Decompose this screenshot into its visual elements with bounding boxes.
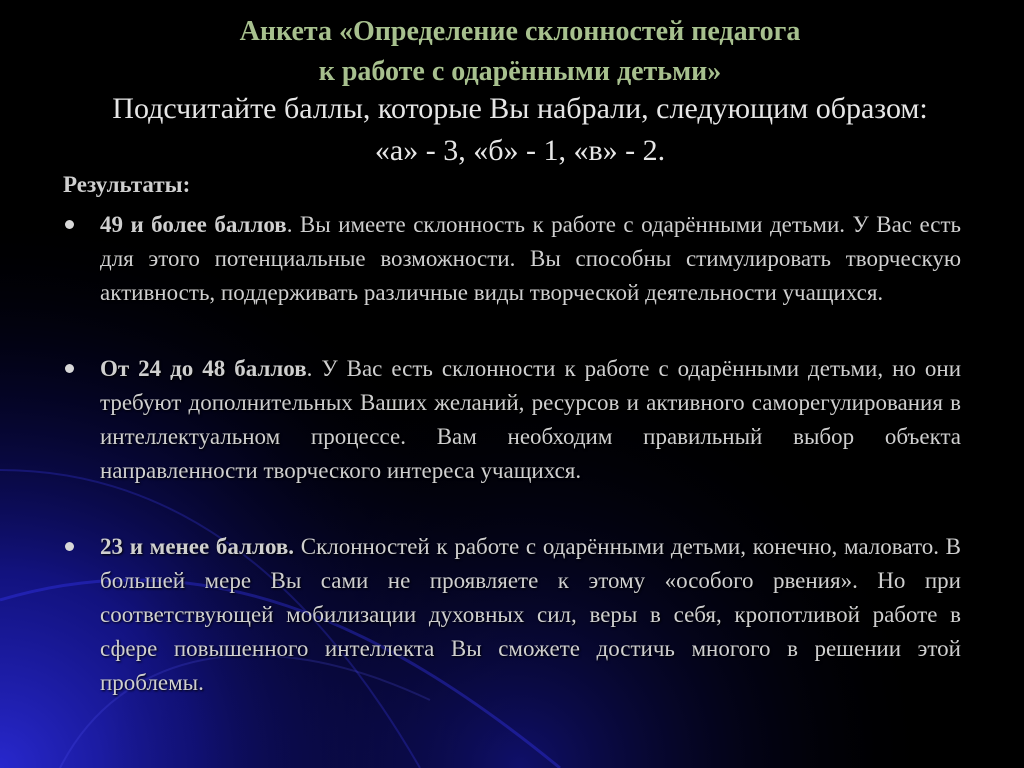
score-range: 23 и менее баллов. bbox=[100, 534, 295, 559]
title-line-1: Анкета «Определение склонностей педагога bbox=[239, 16, 801, 47]
list-item bbox=[100, 208, 961, 310]
score-range: 49 и более баллов bbox=[100, 212, 287, 237]
scoring-instruction-line-2: «а» - 3, «б» - 1, «в» - 2. bbox=[374, 134, 666, 167]
result-description: Склонностей к работе с одарёнными детьми, конечно, маловато. В большей мере Вы сами не проявляете к этому «особого рвения». Но при соответствующей мобилизации духовных сил, веры в себя, кропотливой работе в сфере повышенного интеллекта Вы сможете достичь многого в решении этой проблемы. bbox=[100, 534, 961, 695]
result-description: . У Вас есть склонности к работе с одарёнными детьми, но они требуют дополнительных Ваших желаний, ресурсов и активного саморегулирования в интеллектуальном процессе. Вам необходим правильный выбор объекта направленности творческого интереса учащихся. bbox=[100, 356, 962, 483]
scoring-instruction bbox=[0, 88, 1024, 172]
score-range: От 24 до 48 баллов bbox=[100, 356, 307, 381]
scoring-instruction-line-1: Подсчитайте баллы, которые Вы набрали, следующим образом: bbox=[112, 92, 928, 125]
results-heading: Результаты: bbox=[63, 172, 191, 197]
title-line-2: к работе с одарёнными детьми» bbox=[318, 56, 722, 87]
bullet-icon bbox=[65, 542, 74, 551]
bullet-icon bbox=[65, 220, 74, 229]
bullet-icon bbox=[65, 364, 74, 373]
result-description: . Вы имеете склонность к работе с одарёнными детьми. У Вас есть для этого потенциальные возможности. Вы способны стимулировать творческую активность, поддерживать различные виды творческой деятельности учащихся. bbox=[100, 212, 961, 305]
list-item bbox=[100, 352, 961, 488]
slide-title bbox=[0, 12, 1024, 92]
list-item bbox=[100, 530, 961, 700]
